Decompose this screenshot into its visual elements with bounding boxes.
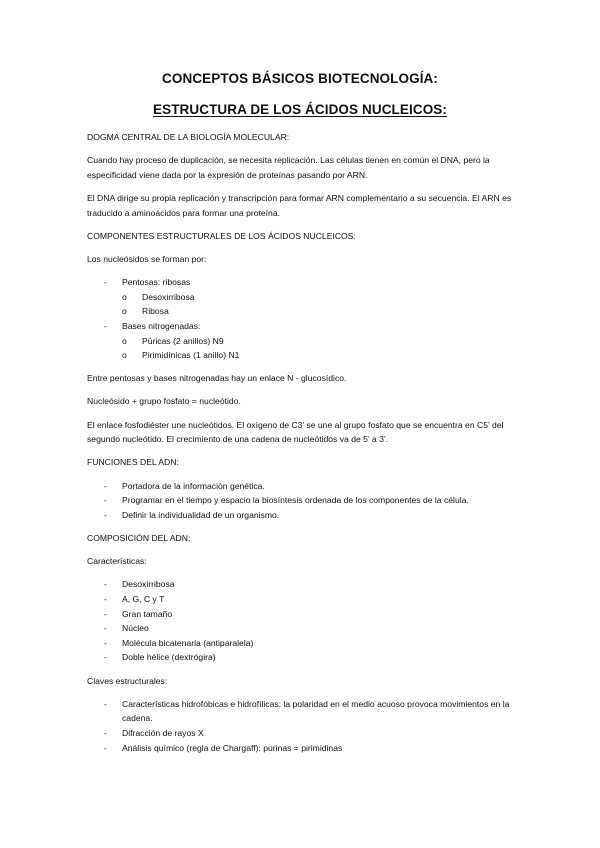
sublist-item: o Pirimidínicas (1 anillo) N1 bbox=[122, 348, 512, 363]
document-subtitle: ESTRUCTURA DE LOS ÁCIDOS NUCLEICOS: bbox=[152, 102, 447, 117]
section-heading-composicion: COMPOSICIÓN DEL ADN: bbox=[87, 533, 191, 543]
list-item: - Análisis químico (regla de Chargaff): purinas = pirimidinas bbox=[87, 741, 512, 756]
list-item bbox=[87, 275, 512, 319]
functions-list bbox=[87, 479, 512, 523]
list-item: - Doble hélice (dextrógira) bbox=[87, 650, 512, 665]
sublist-item: o Púricas (2 anillos) N9 bbox=[122, 334, 512, 349]
structural-keys-list bbox=[87, 697, 512, 755]
list-item: - A, G, C y T bbox=[87, 592, 512, 607]
list-item: - Núcleo bbox=[87, 621, 512, 636]
sublist bbox=[122, 290, 512, 319]
list-item: - Desoxirribosa bbox=[87, 577, 512, 592]
document-body bbox=[87, 130, 512, 764]
paragraph: El enlace fosfodiéster une nucleótidos. El oxígeno de C3’ se une al grupo fosfato que se encuentra en C5’ del segundo nucleótido. El crecimiento de una cadena de nucleótidos va de 5’ a 3’. bbox=[87, 419, 504, 445]
section-heading-componentes: COMPONENTES ESTRUCTURALES DE LOS ÁCIDOS NUCLEICOS: bbox=[87, 230, 356, 241]
paragraph: Nucleósido + grupo fosfato = nucleótido. bbox=[87, 396, 241, 407]
sublist-item: o Desoxirribosa bbox=[122, 290, 512, 305]
paragraph: Cuando hay proceso de duplicación, se necesita replicación. Las células tienen en común el DNA, pero la especificidad viene dada por la expresión de proteínas pasando por ARN. bbox=[87, 155, 490, 180]
list-item: - Molécula bicatenaria (antiparalela) bbox=[87, 636, 512, 651]
paragraph: El DNA dirige su propia replicación y transcripción para formar ARN complementario a su secuencia. El ARN es traducido a aminoácidos para formar una proteína. bbox=[87, 192, 512, 218]
sublist-item: o Ribosa bbox=[122, 304, 512, 319]
list-item: - Programar en el tiempo y espacio la biosíntesis ordenada de los componentes de la célula. bbox=[87, 493, 512, 508]
characteristics-list bbox=[87, 577, 512, 665]
document-title: CONCEPTOS BÁSICOS BIOTECNOLOGÍA: bbox=[162, 71, 438, 86]
list-item: - Difracción de rayos X bbox=[87, 726, 512, 741]
list-item: - Definir la individualidad de un organismo. bbox=[87, 508, 512, 523]
paragraph: Características: bbox=[87, 556, 147, 567]
list-item: - Portadora de la información genética. bbox=[87, 479, 512, 494]
list-item: - Gran tamaño bbox=[87, 607, 512, 622]
list-item bbox=[87, 319, 512, 363]
list-item-text: Pentosas: ribosas bbox=[122, 277, 191, 288]
list-item: - Características hidrofóbicas e hidrofílicas: la polaridad en el medio acuoso provoca movimientos en la cadena. bbox=[87, 697, 512, 726]
paragraph: Los nucleósidos se forman por: bbox=[87, 253, 207, 264]
paragraph: Claves estructurales: bbox=[87, 675, 168, 686]
list-item-text: Bases nitrogenadas: bbox=[122, 320, 201, 331]
section-heading-dogma: DOGMA CENTRAL DE LA BIOLOGÍA MOLECULAR: bbox=[87, 132, 290, 142]
sublist bbox=[122, 334, 512, 363]
section-heading-funciones: FUNCIONES DEL ADN: bbox=[87, 457, 179, 468]
paragraph: Entre pentosas y bases nitrogenadas hay un enlace N - glucosídico. bbox=[87, 373, 347, 384]
nucleoside-components-list bbox=[87, 275, 512, 363]
